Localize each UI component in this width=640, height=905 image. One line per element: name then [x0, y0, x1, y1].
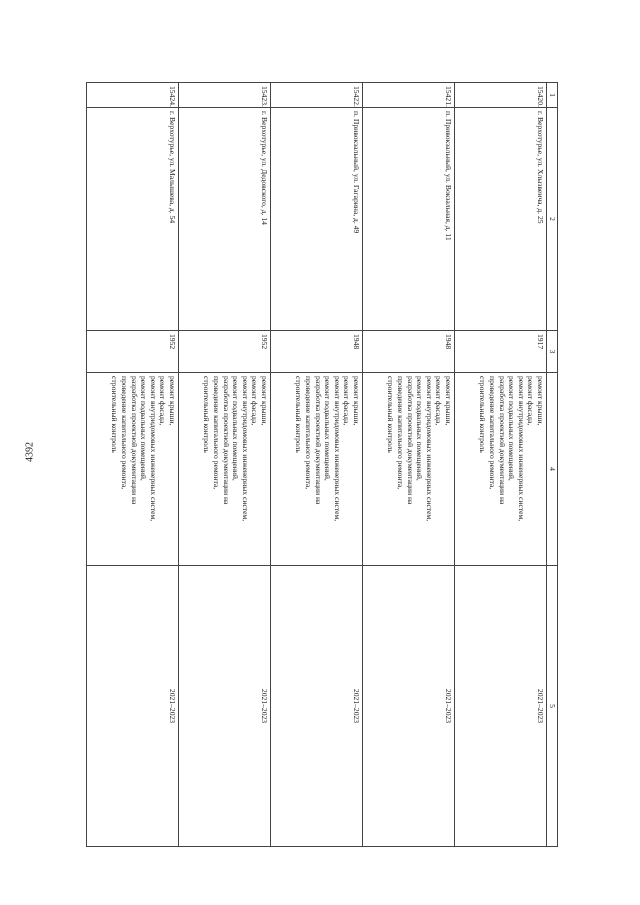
work-item: ремонт подвальных помещений, — [139, 376, 149, 481]
header-row — [547, 83, 558, 847]
work-item: проведение капитального ремонта, — [488, 376, 498, 490]
works-cell — [271, 373, 363, 566]
work-item: ремонт фасада, — [250, 376, 260, 426]
work-item: ремонт крыши, — [168, 376, 177, 426]
address-cell: г. Верхотурье, ул. Дедовского, д. 14 — [179, 108, 271, 331]
work-item: разработка проектной документации на — [405, 376, 415, 505]
period-cell: 2021–2023 — [455, 566, 547, 847]
work-item: разработка проектной документации на — [129, 376, 139, 505]
work-item: проведение капитального ремонта, — [120, 376, 130, 490]
work-item: ремонт фасада, — [158, 376, 168, 426]
work-item: ремонт фасада, — [342, 376, 352, 426]
year-cell: 1952 — [87, 331, 179, 373]
work-item: проведение капитального ремонта, — [304, 376, 314, 490]
repair-program-table — [86, 82, 558, 847]
work-item: ремонт крыши, — [536, 376, 545, 426]
row-number: 15420. — [455, 83, 547, 108]
address-cell: п. Привокзальный, ул. Гагарина, д. 49 — [271, 108, 363, 331]
work-item: строительный контроль — [294, 376, 304, 453]
year-cell: 1948 — [363, 331, 455, 373]
header-cell-1: 1 — [547, 83, 558, 108]
header-cell-5: 5 — [547, 566, 558, 847]
year-cell: 1917 — [455, 331, 547, 373]
address-cell: п. Привокзальный, ул. Вокзальная, д. 11 — [363, 108, 455, 331]
work-item: ремонт внутридомовых инженерных систем, — [516, 376, 526, 522]
header-cell-3: 3 — [547, 331, 558, 373]
work-item: ремонт внутридомовых инженерных систем, — [424, 376, 434, 522]
row-number: 15423. — [179, 83, 271, 108]
table-row — [455, 83, 547, 847]
works-cell — [363, 373, 455, 566]
work-item: разработка проектной документации на — [497, 376, 507, 505]
table-row — [363, 83, 455, 847]
work-item: ремонт внутридомовых инженерных систем, — [332, 376, 342, 522]
work-item: строительный контроль — [386, 376, 396, 453]
period-cell: 2021–2023 — [179, 566, 271, 847]
work-item: проведение капитального ремонта, — [212, 376, 222, 490]
work-item: разработка проектной документации на — [221, 376, 231, 505]
address-cell: г. Верхотурье, ул. Малышева, д. 54 — [87, 108, 179, 331]
work-item: ремонт подвальных помещений, — [231, 376, 241, 481]
header-cell-4: 4 — [547, 373, 558, 566]
works-cell — [87, 373, 179, 566]
works-cell — [179, 373, 271, 566]
work-item: ремонт крыши, — [260, 376, 269, 426]
work-item: строительный контроль — [110, 376, 120, 453]
period-cell: 2021–2023 — [363, 566, 455, 847]
work-item: ремонт внутридомовых инженерных систем, — [240, 376, 250, 522]
work-item: ремонт крыши, — [352, 376, 361, 426]
work-item: ремонт внутридомовых инженерных систем, — [148, 376, 158, 522]
period-cell: 2021–2023 — [87, 566, 179, 847]
work-item: проведение капитального ремонта, — [396, 376, 406, 490]
work-item: ремонт подвальных помещений, — [507, 376, 517, 481]
period-cell: 2021–2023 — [271, 566, 363, 847]
work-item: ремонт фасада, — [526, 376, 536, 426]
works-cell — [455, 373, 547, 566]
work-item: ремонт фасада, — [434, 376, 444, 426]
work-item: разработка проектной документации на — [313, 376, 323, 505]
year-cell: 1948 — [271, 331, 363, 373]
header-cell-2: 2 — [547, 108, 558, 331]
table-body — [87, 83, 547, 847]
rotated-table-container — [86, 82, 558, 846]
table-row — [87, 83, 179, 847]
table-row — [179, 83, 271, 847]
work-item: ремонт подвальных помещений, — [323, 376, 333, 481]
year-cell: 1952 — [179, 331, 271, 373]
work-item: ремонт крыши, — [444, 376, 453, 426]
address-cell: г. Верхотурье, ул. Хлызвеича, д. 25 — [455, 108, 547, 331]
work-item: строительный контроль — [478, 376, 488, 453]
row-number: 15424. — [87, 83, 179, 108]
table-row — [271, 83, 363, 847]
page-number: 4392 — [24, 442, 36, 462]
work-item: ремонт подвальных помещений, — [415, 376, 425, 481]
work-item: строительный контроль — [202, 376, 212, 453]
row-number: 15422. — [271, 83, 363, 108]
row-number: 15421. — [363, 83, 455, 108]
